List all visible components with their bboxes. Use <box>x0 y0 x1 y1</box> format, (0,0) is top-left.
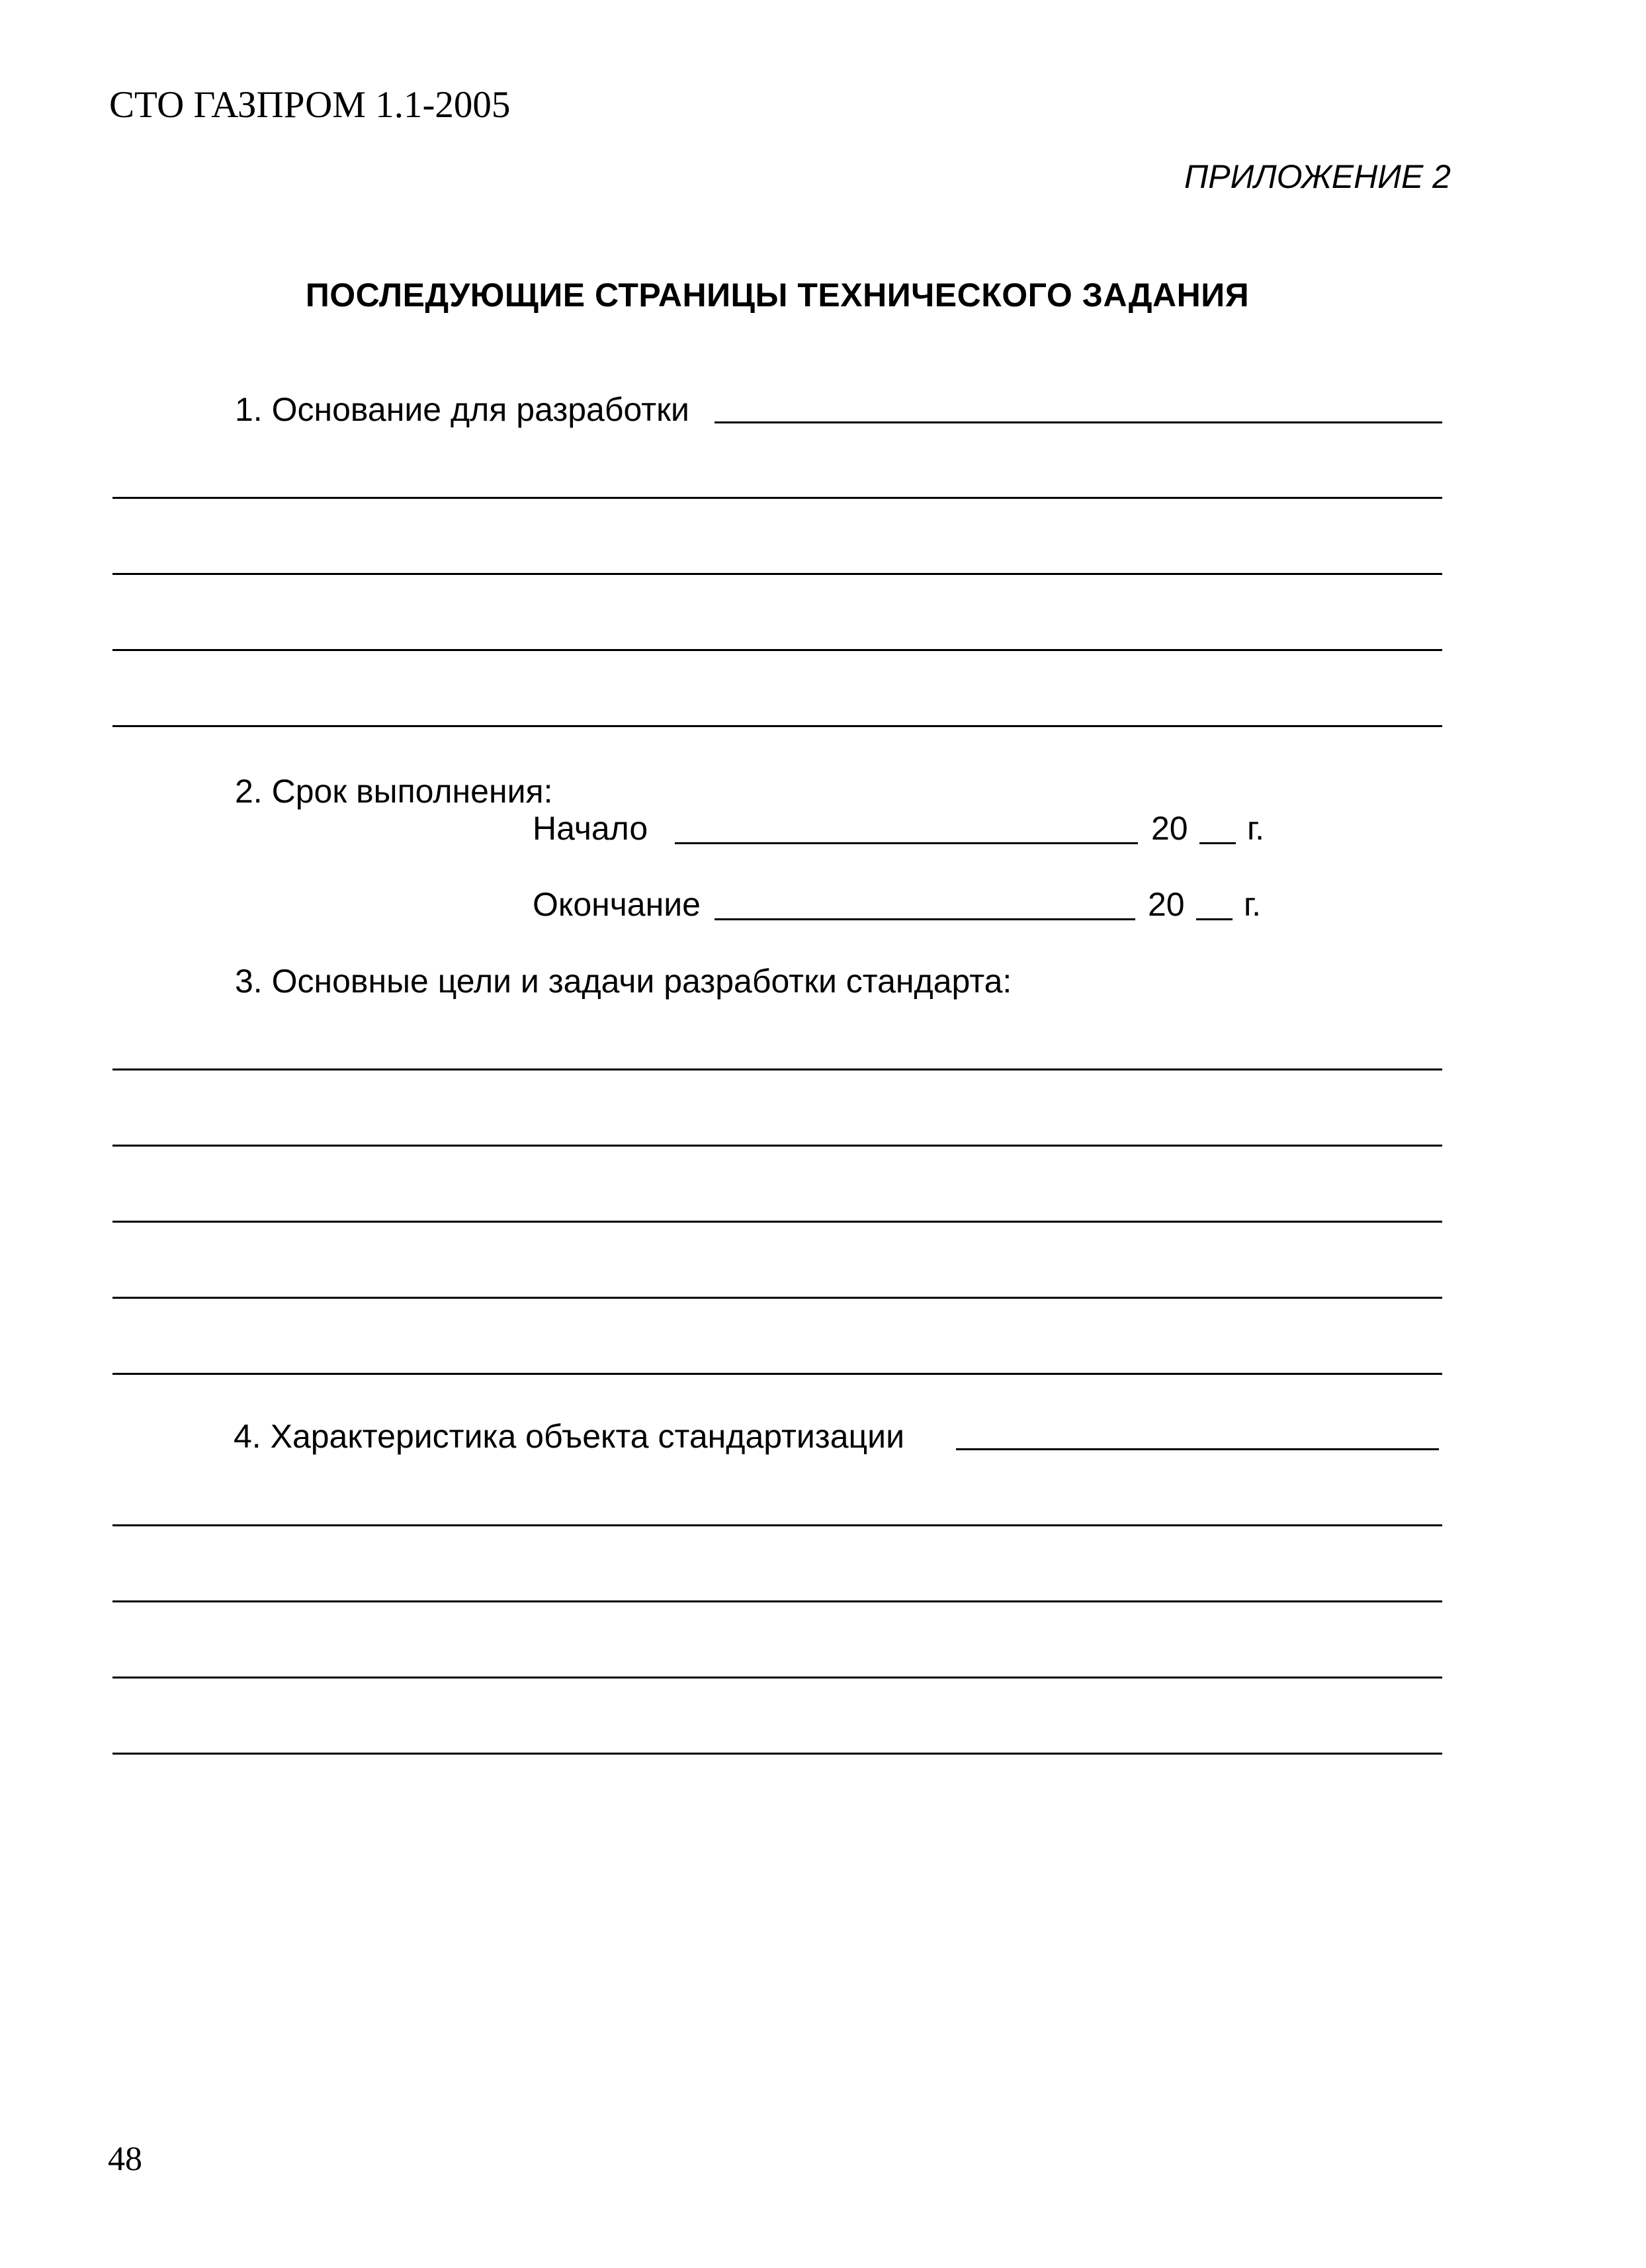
end-date-line[interactable] <box>715 918 1135 920</box>
section-3-line-2[interactable] <box>112 1145 1442 1147</box>
section-4-line-3[interactable] <box>112 1677 1442 1679</box>
start-date-line[interactable] <box>675 842 1138 844</box>
section-3-line-4[interactable] <box>112 1297 1442 1299</box>
end-year-suffix: г. <box>1244 886 1262 923</box>
section-4-label: 4. Характеристика объекта стандартизации <box>234 1418 905 1455</box>
standard-code: СТО ГАЗПРОМ 1.1-2005 <box>109 84 511 126</box>
section-4-line-2[interactable] <box>112 1600 1442 1602</box>
section-4-inline-line[interactable] <box>956 1448 1439 1450</box>
section-1-line-2[interactable] <box>112 573 1442 575</box>
end-label: Окончание <box>533 886 701 923</box>
start-year-prefix: 20 <box>1151 810 1188 847</box>
section-1-line-4[interactable] <box>112 725 1442 727</box>
end-year-line[interactable] <box>1196 918 1233 920</box>
section-1-inline-line[interactable] <box>715 421 1442 423</box>
section-4-line-1[interactable] <box>112 1524 1442 1526</box>
page-title: ПОСЛЕДУЮЩИЕ СТРАНИЦЫ ТЕХНИЧЕСКОГО ЗАДАНИЯ <box>305 277 1250 314</box>
section-3-label: 3. Основные цели и задачи разработки стандарта: <box>235 963 1012 1000</box>
appendix-label: ПРИЛОЖЕНИЕ 2 <box>1184 158 1451 195</box>
section-1-label: 1. Основание для разработки <box>235 391 689 428</box>
section-2-label: 2. Срок выполнения: <box>235 773 553 810</box>
section-4-line-4[interactable] <box>112 1753 1442 1755</box>
section-1-line-3[interactable] <box>112 649 1442 651</box>
start-label: Начало <box>533 810 648 847</box>
page-number: 48 <box>108 2140 142 2178</box>
start-year-suffix: г. <box>1247 810 1265 847</box>
section-1-line-1[interactable] <box>112 497 1442 499</box>
section-3-line-1[interactable] <box>112 1069 1442 1070</box>
section-3-line-3[interactable] <box>112 1221 1442 1223</box>
end-year-prefix: 20 <box>1148 886 1185 923</box>
section-3-line-5[interactable] <box>112 1373 1442 1375</box>
start-year-line[interactable] <box>1199 842 1236 844</box>
